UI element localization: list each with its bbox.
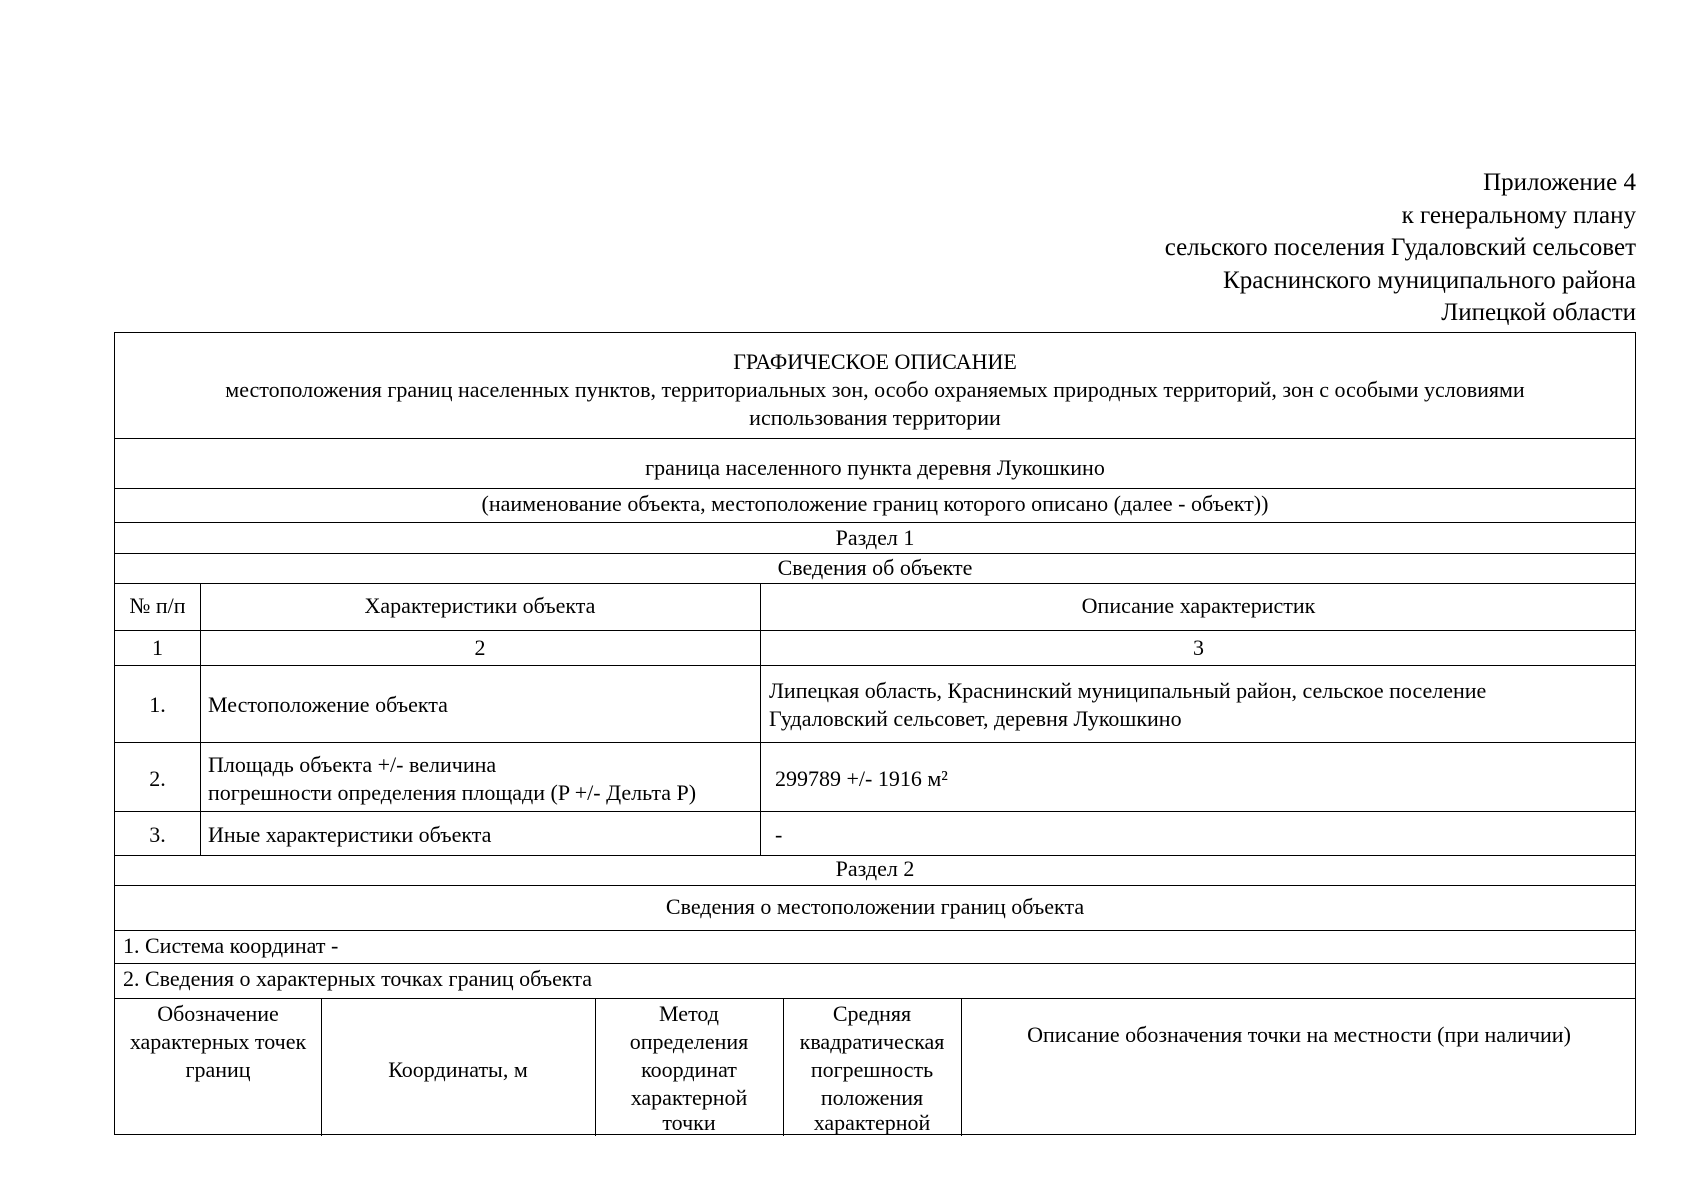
document-title: ГРАФИЧЕСКОЕ ОПИСАНИЕ <box>733 349 1017 374</box>
col-header-error-line: Средняя <box>832 1001 912 1026</box>
divider <box>115 811 1635 812</box>
col-header-method-line: точки <box>662 1110 716 1135</box>
col-header-designation-line: характерных точек <box>129 1029 307 1054</box>
divider <box>115 930 1635 931</box>
document-subtitle-line1: местоположения границ населенных пунктов, территориальных зон, особо охраняемых природных территорий, зон с особыми условиями <box>225 377 1525 402</box>
col-header-designation-line: границ <box>185 1057 251 1082</box>
col-number: 3 <box>1193 635 1204 660</box>
column-divider <box>961 998 962 1136</box>
divider <box>115 522 1635 523</box>
row-number: 3. <box>149 822 166 847</box>
section1-title: Сведения об объекте <box>777 555 973 580</box>
divider <box>115 665 1635 666</box>
row-description: - <box>775 822 783 847</box>
appendix-line: Приложение 4 <box>1483 169 1636 196</box>
col-header-characteristics: Характеристики объекта <box>364 593 596 618</box>
col-header-method-line: координат <box>641 1057 737 1082</box>
col-header-method-line: определения <box>629 1029 749 1054</box>
row-description: 299789 +/- 1916 м² <box>775 766 948 791</box>
section2-title: Сведения о местоположении границ объекта <box>665 894 1085 919</box>
graphic-description-table <box>114 332 1636 1135</box>
col-header-error-line: положения <box>820 1085 924 1110</box>
appendix-line: Липецкой области <box>1441 299 1636 327</box>
row-description-line2: Гудаловский сельсовет, деревня Лукошкино <box>769 706 1182 731</box>
divider <box>115 438 1635 439</box>
row-characteristic: Иные характеристики объекта <box>208 822 492 847</box>
divider <box>115 630 1635 631</box>
column-divider <box>200 583 201 855</box>
section2-label: Раздел 2 <box>835 856 915 881</box>
appendix-line: Краснинского муниципального района <box>1223 266 1636 294</box>
col-header-error-line: погрешность <box>810 1057 934 1082</box>
divider <box>115 998 1635 999</box>
divider <box>115 963 1635 964</box>
row-number: 2. <box>149 766 166 791</box>
column-divider <box>760 583 761 855</box>
col-header-error-line: квадратическая <box>799 1029 945 1054</box>
divider <box>115 583 1635 584</box>
coordinate-system: 1. Система координат - <box>123 933 339 958</box>
object-caption: (наименование объекта, местоположение границ которого описано (далее - объект)) <box>481 491 1269 516</box>
row-characteristic-line2: погрешности определения площади (P +/- Дельта P) <box>208 780 697 805</box>
divider <box>115 885 1635 886</box>
col-header-method-line: Метод <box>659 1001 719 1026</box>
col-header-coordinates: Координаты, м <box>388 1057 528 1082</box>
col-header-number: № п/п <box>129 593 186 618</box>
col-number: 2 <box>474 635 486 660</box>
appendix-line: сельского поселения Гудаловский сельсовет <box>1164 234 1636 262</box>
document-subtitle-line2: использования территории <box>749 405 1001 430</box>
section1-label: Раздел 1 <box>835 525 915 550</box>
col-header-point-description: Описание обозначения точки на местности (при наличии) <box>1027 1022 1571 1047</box>
divider <box>115 488 1635 489</box>
col-number: 1 <box>152 635 163 660</box>
points-title: 2. Сведения о характерных точках границ объекта <box>123 966 592 991</box>
col-header-description: Описание характеристик <box>1081 593 1316 618</box>
divider <box>115 742 1635 743</box>
appendix-line: к генеральному плану <box>1401 201 1636 229</box>
col-header-error-line: характерной <box>813 1110 931 1135</box>
col-header-designation-line: Обозначение <box>157 1001 279 1026</box>
appendix-block <box>1165 167 1636 330</box>
object-name: граница населенного пункта деревня Лукошкино <box>645 455 1105 480</box>
row-characteristic: Местоположение объекта <box>208 692 448 717</box>
col-header-method-line: характерной <box>630 1085 748 1110</box>
row-characteristic-line1: Площадь объекта +/- величина <box>208 752 497 777</box>
row-description-line1: Липецкая область, Краснинский муниципальный район, сельское поселение <box>769 678 1487 703</box>
row-number: 1. <box>149 692 166 717</box>
